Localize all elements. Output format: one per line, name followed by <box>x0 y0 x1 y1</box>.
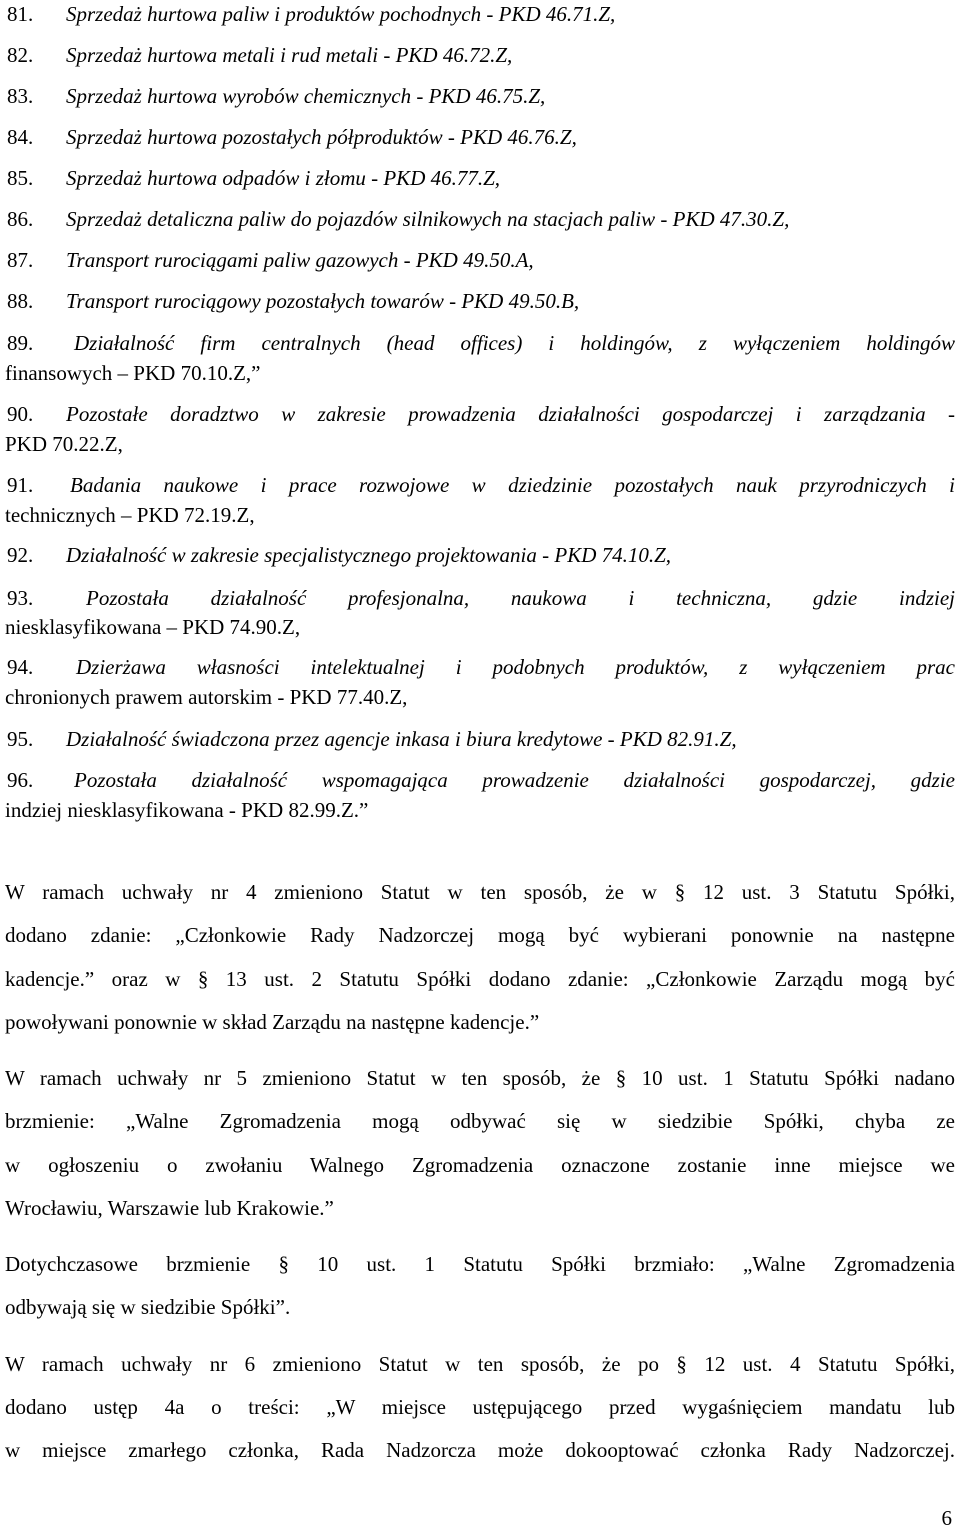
list-number: 83. <box>7 84 34 108</box>
list-number: 82. <box>7 43 34 67</box>
list-text: Pozostała działalność profesjonalna, naukowa i techniczna, gdzie indziej <box>86 586 955 610</box>
list-text: Sprzedaż hurtowa wyrobów chemicznych - PKD 46.75.Z, <box>66 84 546 108</box>
paragraph-line: Wrocławiu, Warszawie lub Krakowie.” <box>5 1196 334 1220</box>
paragraph-line: kadencje.” oraz w § 13 ust. 2 Statutu Spółki dodano zdanie: „Członkowie Zarządu mogą być <box>5 967 955 991</box>
list-text-continuation: chronionych prawem autorskim - PKD 77.40.Z, <box>5 685 408 709</box>
paragraph-line: dodano ustęp 4a o treści: „W miejsce ustępującego przed wygaśnięciem mandatu lub <box>5 1395 955 1419</box>
list-text: Działalność firm centralnych (head offices) i holdingów, z wyłączeniem holdingów <box>74 331 955 355</box>
list-number: 84. <box>7 125 34 149</box>
list-number: 91. <box>7 473 34 497</box>
list-number: 90. <box>7 402 34 426</box>
list-text: Sprzedaż hurtowa pozostałych półproduktów - PKD 46.76.Z, <box>66 125 577 149</box>
list-text: Badania naukowe i prace rozwojowe w dziedzinie pozostałych nauk przyrodniczych i <box>70 473 955 497</box>
list-text-continuation: technicznych – PKD 72.19.Z, <box>5 503 255 527</box>
page-number: 6 <box>941 1506 952 1530</box>
list-text: Działalność w zakresie specjalistycznego projektowania - PKD 74.10.Z, <box>66 543 672 567</box>
paragraph-line: W ramach uchwały nr 5 zmieniono Statut w ten sposób, że § 10 ust. 1 Statutu Spółki nadano <box>5 1066 955 1090</box>
list-number: 96. <box>7 768 34 792</box>
list-number: 92. <box>7 543 34 567</box>
list-text-continuation: niesklasyfikowana – PKD 74.90.Z, <box>5 615 301 639</box>
list-number: 86. <box>7 207 34 231</box>
list-text-continuation: indziej niesklasyfikowana - PKD 82.99.Z.” <box>5 798 369 822</box>
list-text-continuation: PKD 70.22.Z, <box>5 432 123 456</box>
paragraph-line: Dotychczasowe brzmienie § 10 ust. 1 Statutu Spółki brzmiało: „Walne Zgromadzenia <box>5 1252 955 1276</box>
list-number: 89. <box>7 331 34 355</box>
list-text: Sprzedaż hurtowa paliw i produktów pochodnych - PKD 46.71.Z, <box>66 2 616 26</box>
list-text: Sprzedaż hurtowa odpadów i złomu - PKD 46.77.Z, <box>66 166 501 190</box>
list-text: Pozostała działalność wspomagająca prowadzenie działalności gospodarczej, gdzie <box>74 768 955 792</box>
list-number: 93. <box>7 586 34 610</box>
paragraph-line: W ramach uchwały nr 4 zmieniono Statut w ten sposób, że w § 12 ust. 3 Statutu Spółki, <box>5 880 955 904</box>
paragraph-line: W ramach uchwały nr 6 zmieniono Statut w ten sposób, że po § 12 ust. 4 Statutu Spółki, <box>5 1352 955 1376</box>
list-number: 87. <box>7 248 34 272</box>
list-text: Pozostałe doradztwo w zakresie prowadzenia działalności gospodarczej i zarządzania - <box>66 402 955 426</box>
list-number: 95. <box>7 727 34 751</box>
paragraph-line: w miejsce zmarłego członka, Rada Nadzorcza może dokooptować członka Rady Nadzorczej. <box>5 1438 955 1462</box>
list-text-continuation: finansowych – PKD 70.10.Z,” <box>5 361 261 385</box>
paragraph-line: brzmienie: „Walne Zgromadzenia mogą odbywać się w siedzibie Spółki, chyba ze <box>5 1109 955 1133</box>
list-number: 88. <box>7 289 34 313</box>
list-number: 85. <box>7 166 34 190</box>
list-text: Transport rurociągowy pozostałych towarów - PKD 49.50.B, <box>66 289 580 313</box>
paragraph-line: powoływani ponownie w skład Zarządu na następne kadencje.” <box>5 1010 540 1034</box>
list-text: Sprzedaż hurtowa metali i rud metali - PKD 46.72.Z, <box>66 43 513 67</box>
list-text: Dzierżawa własności intelektualnej i podobnych produktów, z wyłączeniem prac <box>76 655 955 679</box>
list-number: 94. <box>7 655 34 679</box>
paragraph-line: dodano zdanie: „Członkowie Rady Nadzorczej mogą być wybierani ponownie na następne <box>5 923 955 947</box>
list-text: Działalność świadczona przez agencje inkasa i biura kredytowe - PKD 82.91.Z, <box>66 727 737 751</box>
list-number: 81. <box>7 2 34 26</box>
paragraph-line: w ogłoszeniu o zwołaniu Walnego Zgromadzenia oznaczone zostanie inne miejsce we <box>5 1153 955 1177</box>
paragraph-line: odbywają się w siedzibie Spółki”. <box>5 1295 291 1319</box>
list-text: Sprzedaż detaliczna paliw do pojazdów silnikowych na stacjach paliw - PKD 47.30.Z, <box>66 207 790 231</box>
list-text: Transport rurociągami paliw gazowych - PKD 49.50.A, <box>66 248 534 272</box>
